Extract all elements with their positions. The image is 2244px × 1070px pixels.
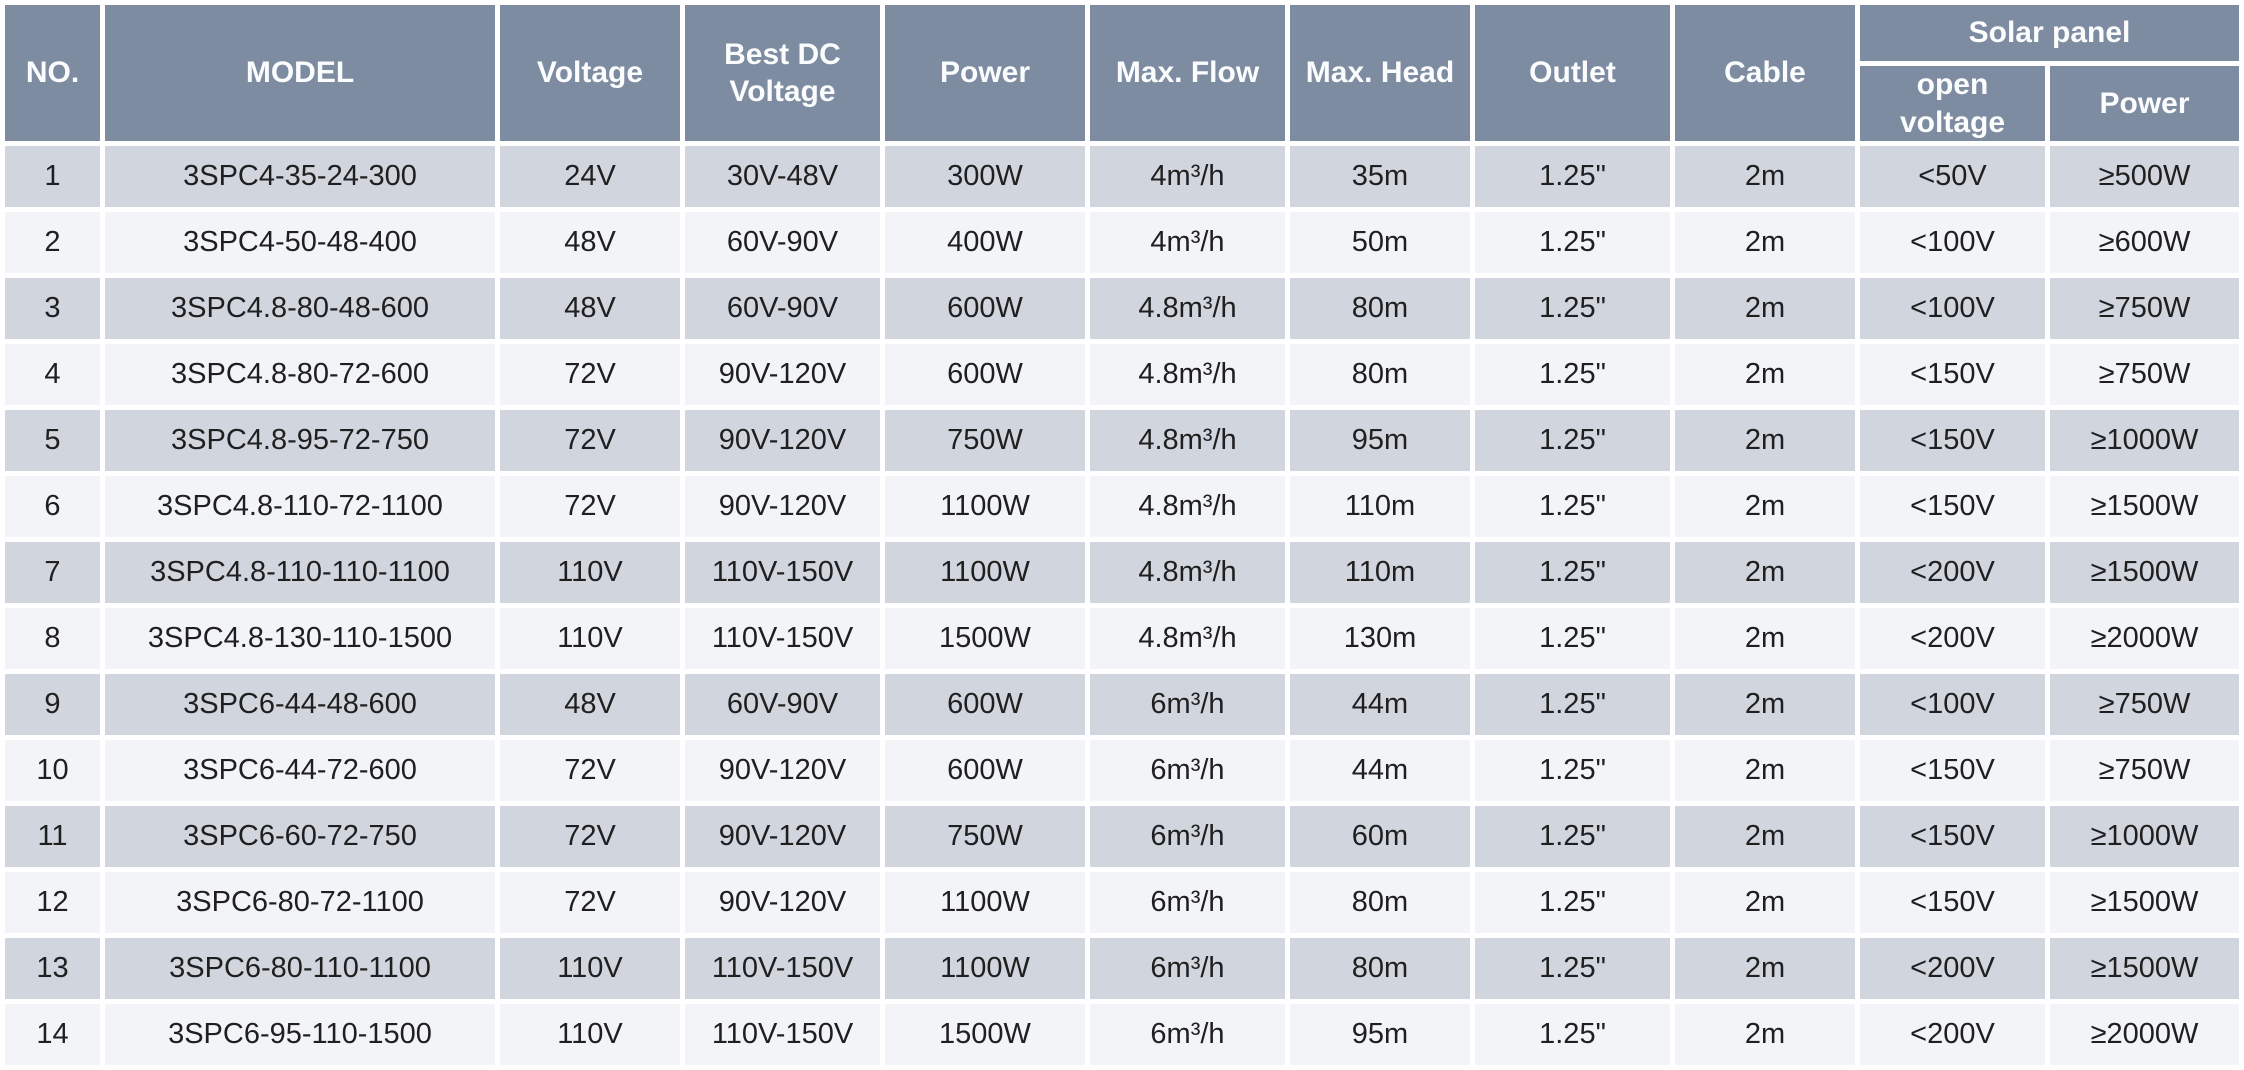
col-header-open-voltage: open voltage [1860,66,2045,141]
cell-outlet: 1.25" [1475,806,1670,867]
cell-model: 3SPC4.8-95-72-750 [105,410,495,471]
cell-max-head: 95m [1290,1004,1470,1065]
cell-open-voltage: <200V [1860,542,2045,603]
cell-max-head: 95m [1290,410,1470,471]
cell-solar-power: ≥750W [2050,740,2239,801]
cell-outlet: 1.25" [1475,212,1670,273]
col-header-model: MODEL [105,5,495,141]
col-header-cable: Cable [1675,5,1855,141]
cell-model: 3SPC6-80-72-1100 [105,872,495,933]
cell-max-flow: 6m³/h [1090,872,1285,933]
cell-solar-power: ≥750W [2050,674,2239,735]
cell-open-voltage: <150V [1860,806,2045,867]
cell-max-flow: 4.8m³/h [1090,542,1285,603]
cell-max-flow: 6m³/h [1090,938,1285,999]
cell-model: 3SPC6-95-110-1500 [105,1004,495,1065]
cell-power: 600W [885,344,1085,405]
col-header-solar-power: Power [2050,66,2239,141]
cell-max-head: 110m [1290,476,1470,537]
cell-cable: 2m [1675,674,1855,735]
col-header-max-flow: Max. Flow [1090,5,1285,141]
cell-max-flow: 6m³/h [1090,674,1285,735]
cell-max-flow: 4.8m³/h [1090,278,1285,339]
cell-voltage: 72V [500,740,680,801]
table-body [5,146,2239,1065]
table-row [5,938,2239,999]
cell-solar-power: ≥1500W [2050,542,2239,603]
cell-voltage: 110V [500,542,680,603]
cell-best-dc-voltage: 60V-90V [685,212,880,273]
cell-no: 1 [5,146,100,207]
cell-model: 3SPC4.8-80-72-600 [105,344,495,405]
cell-open-voltage: <150V [1860,872,2045,933]
cell-model: 3SPC4.8-80-48-600 [105,278,495,339]
cell-cable: 2m [1675,608,1855,669]
cell-no: 10 [5,740,100,801]
cell-power: 400W [885,212,1085,273]
cell-no: 8 [5,608,100,669]
table-row [5,674,2239,735]
cell-solar-power: ≥1000W [2050,806,2239,867]
cell-power: 1100W [885,476,1085,537]
cell-voltage: 110V [500,938,680,999]
table-row [5,278,2239,339]
cell-model: 3SPC6-80-110-1100 [105,938,495,999]
cell-power: 1100W [885,872,1085,933]
table-row [5,806,2239,867]
cell-model: 3SPC4-50-48-400 [105,212,495,273]
table-header [5,5,2239,141]
cell-outlet: 1.25" [1475,542,1670,603]
cell-max-head: 60m [1290,806,1470,867]
cell-max-flow: 6m³/h [1090,740,1285,801]
cell-solar-power: ≥2000W [2050,1004,2239,1065]
cell-outlet: 1.25" [1475,278,1670,339]
cell-cable: 2m [1675,872,1855,933]
cell-no: 6 [5,476,100,537]
cell-max-flow: 4m³/h [1090,146,1285,207]
cell-outlet: 1.25" [1475,872,1670,933]
cell-max-head: 50m [1290,212,1470,273]
header-row-main [5,5,2239,61]
cell-max-head: 44m [1290,740,1470,801]
cell-solar-power: ≥500W [2050,146,2239,207]
cell-no: 12 [5,872,100,933]
cell-model: 3SPC6-44-48-600 [105,674,495,735]
cell-no: 7 [5,542,100,603]
cell-max-head: 130m [1290,608,1470,669]
table-row [5,872,2239,933]
cell-model: 3SPC4.8-130-110-1500 [105,608,495,669]
cell-cable: 2m [1675,542,1855,603]
cell-no: 4 [5,344,100,405]
cell-cable: 2m [1675,410,1855,471]
cell-max-head: 35m [1290,146,1470,207]
cell-voltage: 72V [500,806,680,867]
cell-open-voltage: <100V [1860,674,2045,735]
cell-power: 750W [885,410,1085,471]
cell-model: 3SPC6-60-72-750 [105,806,495,867]
cell-best-dc-voltage: 110V-150V [685,938,880,999]
cell-open-voltage: <50V [1860,146,2045,207]
cell-solar-power: ≥2000W [2050,608,2239,669]
cell-solar-power: ≥1500W [2050,872,2239,933]
cell-voltage: 72V [500,872,680,933]
cell-model: 3SPC6-44-72-600 [105,740,495,801]
cell-max-head: 110m [1290,542,1470,603]
cell-max-head: 80m [1290,938,1470,999]
col-header-power: Power [885,5,1085,141]
cell-solar-power: ≥600W [2050,212,2239,273]
cell-outlet: 1.25" [1475,146,1670,207]
cell-open-voltage: <100V [1860,278,2045,339]
cell-power: 1500W [885,608,1085,669]
cell-no: 14 [5,1004,100,1065]
cell-solar-power: ≥750W [2050,344,2239,405]
table-row [5,476,2239,537]
cell-best-dc-voltage: 90V-120V [685,740,880,801]
cell-no: 5 [5,410,100,471]
cell-max-flow: 6m³/h [1090,806,1285,867]
cell-open-voltage: <150V [1860,344,2045,405]
cell-open-voltage: <150V [1860,410,2045,471]
cell-power: 1100W [885,542,1085,603]
cell-power: 750W [885,806,1085,867]
cell-voltage: 72V [500,476,680,537]
cell-best-dc-voltage: 110V-150V [685,1004,880,1065]
cell-solar-power: ≥750W [2050,278,2239,339]
cell-open-voltage: <200V [1860,608,2045,669]
cell-model: 3SPC4.8-110-72-1100 [105,476,495,537]
cell-voltage: 110V [500,608,680,669]
cell-cable: 2m [1675,938,1855,999]
cell-max-flow: 4.8m³/h [1090,608,1285,669]
cell-best-dc-voltage: 90V-120V [685,410,880,471]
cell-max-flow: 4.8m³/h [1090,344,1285,405]
cell-max-flow: 4.8m³/h [1090,476,1285,537]
cell-voltage: 24V [500,146,680,207]
cell-no: 2 [5,212,100,273]
cell-open-voltage: <200V [1860,1004,2045,1065]
cell-best-dc-voltage: 110V-150V [685,608,880,669]
table-row [5,1004,2239,1065]
col-header-no: NO. [5,5,100,141]
cell-no: 11 [5,806,100,867]
table-row [5,212,2239,273]
cell-no: 13 [5,938,100,999]
table-row [5,740,2239,801]
cell-voltage: 48V [500,278,680,339]
col-group-solar-panel: Solar panel [1860,5,2239,61]
cell-cable: 2m [1675,212,1855,273]
cell-open-voltage: <150V [1860,476,2045,537]
cell-power: 1100W [885,938,1085,999]
cell-outlet: 1.25" [1475,608,1670,669]
cell-outlet: 1.25" [1475,476,1670,537]
cell-max-flow: 4m³/h [1090,212,1285,273]
cell-model: 3SPC4-35-24-300 [105,146,495,207]
cell-best-dc-voltage: 60V-90V [685,674,880,735]
cell-cable: 2m [1675,344,1855,405]
cell-cable: 2m [1675,476,1855,537]
cell-outlet: 1.25" [1475,1004,1670,1065]
cell-max-head: 80m [1290,344,1470,405]
cell-max-head: 80m [1290,278,1470,339]
cell-voltage: 72V [500,344,680,405]
cell-best-dc-voltage: 90V-120V [685,806,880,867]
cell-power: 600W [885,740,1085,801]
cell-best-dc-voltage: 60V-90V [685,278,880,339]
cell-best-dc-voltage: 90V-120V [685,476,880,537]
cell-power: 1500W [885,1004,1085,1065]
cell-cable: 2m [1675,1004,1855,1065]
table-row [5,608,2239,669]
cell-solar-power: ≥1500W [2050,938,2239,999]
cell-outlet: 1.25" [1475,410,1670,471]
cell-best-dc-voltage: 90V-120V [685,344,880,405]
cell-power: 600W [885,278,1085,339]
col-header-best-dc-voltage: Best DC Voltage [685,5,880,141]
col-header-outlet: Outlet [1475,5,1670,141]
cell-outlet: 1.25" [1475,938,1670,999]
cell-max-flow: 6m³/h [1090,1004,1285,1065]
cell-model: 3SPC4.8-110-110-1100 [105,542,495,603]
cell-max-head: 80m [1290,872,1470,933]
cell-open-voltage: <150V [1860,740,2045,801]
table-row [5,344,2239,405]
cell-outlet: 1.25" [1475,344,1670,405]
cell-solar-power: ≥1500W [2050,476,2239,537]
cell-voltage: 72V [500,410,680,471]
cell-power: 300W [885,146,1085,207]
cell-no: 9 [5,674,100,735]
cell-power: 600W [885,674,1085,735]
cell-best-dc-voltage: 30V-48V [685,146,880,207]
cell-open-voltage: <200V [1860,938,2045,999]
table-row [5,146,2239,207]
table-row [5,410,2239,471]
cell-max-flow: 4.8m³/h [1090,410,1285,471]
cell-voltage: 48V [500,212,680,273]
cell-cable: 2m [1675,278,1855,339]
cell-voltage: 110V [500,1004,680,1065]
cell-open-voltage: <100V [1860,212,2045,273]
cell-cable: 2m [1675,146,1855,207]
cell-no: 3 [5,278,100,339]
cell-best-dc-voltage: 110V-150V [685,542,880,603]
cell-cable: 2m [1675,806,1855,867]
table-row [5,542,2239,603]
cell-best-dc-voltage: 90V-120V [685,872,880,933]
cell-outlet: 1.25" [1475,740,1670,801]
col-header-voltage: Voltage [500,5,680,141]
col-header-max-head: Max. Head [1290,5,1470,141]
cell-voltage: 48V [500,674,680,735]
cell-solar-power: ≥1000W [2050,410,2239,471]
cell-cable: 2m [1675,740,1855,801]
cell-max-head: 44m [1290,674,1470,735]
cell-outlet: 1.25" [1475,674,1670,735]
